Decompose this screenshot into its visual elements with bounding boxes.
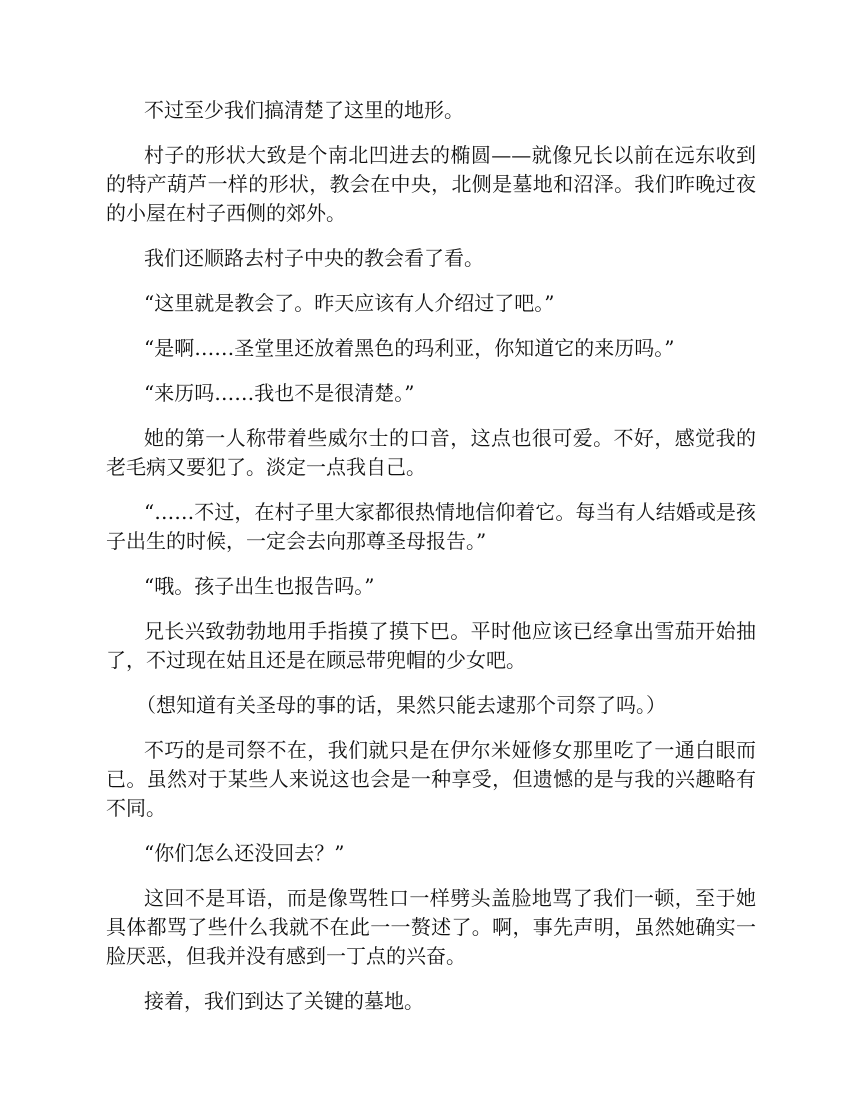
paragraph: “哦。孩子出生也报告吗。” (144, 574, 375, 598)
paragraph: “这里就是教会了。昨天应该有人介绍过了吧。” (144, 291, 555, 315)
paragraph: 村子的形状大致是个南北凹进去的椭圆——就像兄长以前在远东收到的特产葫芦一样的形状，教会在中央，北侧是墓地和沼泽。我们昨晚过夜的小屋在村子西侧的郊外。 (106, 143, 756, 225)
paragraph: “是啊……圣堂里还放着黑色的玛利亚，你知道它的来历吗。” (144, 336, 675, 360)
paragraph: 接着，我们到达了关键的墓地。 (144, 989, 424, 1013)
paragraph: “来历吗……我也不是很清楚。” (144, 381, 415, 405)
paragraph-inner-thought: （想知道有关圣母的事的话，果然只能去逮那个司祭了吗。） (136, 693, 666, 717)
paragraph: 我们还顺路去村子中央的教会看了看。 (144, 246, 484, 270)
paragraph: “……不过，在村子里大家都很热情地信仰着它。每当有人结婚或是孩子出生的时候，一定会去向那尊圣母报告。” (106, 500, 756, 553)
paragraph: 不过至少我们搞清楚了这里的地形。 (144, 98, 464, 122)
paragraph: 兄长兴致勃勃地用手指摸了摸下巴。平时他应该已经拿出雪茄开始抽了，不过现在姑且还是在顾忌带兜帽的少女吧。 (106, 619, 756, 672)
paragraph: “你们怎么还没回去？” (144, 841, 345, 865)
paragraph: 这回不是耳语，而是像骂牲口一样劈头盖脸地骂了我们一顿，至于她具体都骂了些什么我就不在此一一赘述了。啊，事先声明，虽然她确实一脸厌恶，但我并没有感到一丁点的兴奋。 (106, 886, 756, 968)
paragraph: 她的第一人称带着些威尔士的口音，这点也很可爱。不好，感觉我的老毛病又要犯了。淡定一点我自己。 (106, 426, 756, 479)
document-body (106, 96, 756, 1032)
paragraph: 不巧的是司祭不在，我们就只是在伊尔米娅修女那里吃了一通白眼而已。虽然对于某些人来说这也会是一种享受，但遗憾的是与我的兴趣略有不同。 (106, 738, 756, 820)
